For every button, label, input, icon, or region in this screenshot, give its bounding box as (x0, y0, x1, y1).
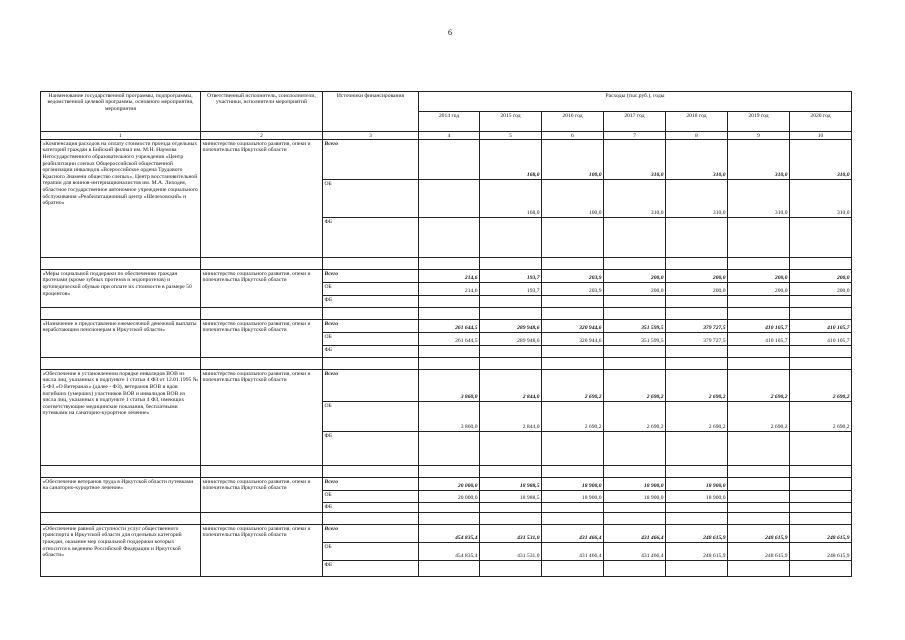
header-year: 2014 год (419, 112, 480, 132)
amount-cell: 2 844,0 (480, 370, 542, 402)
amount-cell (790, 218, 852, 258)
amount-cell (480, 218, 542, 258)
amount-cell (790, 478, 852, 491)
amount-cell (728, 432, 790, 466)
funding-source: ОБ (323, 543, 419, 561)
spacer-cell (790, 258, 852, 270)
program-executor: министерство социального развития, опеки и попечительства Иркутской области (201, 525, 323, 577)
amount-cell: 351 599,5 (604, 333, 666, 346)
column-number: 9 (728, 132, 790, 140)
amount-cell (480, 561, 542, 577)
amount-cell (542, 296, 604, 308)
amount-cell (419, 140, 480, 180)
spacer-cell (728, 466, 790, 478)
spacer-cell (201, 513, 323, 525)
spacer-cell (201, 358, 323, 370)
funding-source: Всего (323, 370, 419, 402)
amount-cell (666, 503, 728, 513)
amount-cell: 2 690,2 (728, 370, 790, 402)
spacer-cell (604, 513, 666, 525)
spacer-cell (419, 513, 480, 525)
amount-cell: 2 690,2 (604, 370, 666, 402)
program-name: «Компенсация расходов на оплату стоимости проезда отдельных категорий граждан в Бийский филиал им. М.Н. Наумова Негосударственного образовательного учреждения «Центр реабилитации слепых Общероссийской общественной организации инвалидов «Всероссийское ордена Трудового Красного Знамени общество слепых», Центр восстановительной терапии для воинов-интернационалистов им. М.А. Лиходея, областное государственное автономное учреждение социального обслуживания «Реабилитационный центр «Шелеховский» и обратно» (41, 140, 201, 258)
column-number: 3 (323, 132, 419, 140)
funding-source: ФБ (323, 346, 419, 358)
spacer-cell (41, 358, 201, 370)
amount-cell (728, 346, 790, 358)
table-body (41, 140, 852, 577)
amount-cell (728, 478, 790, 491)
header-year: 2016 год (542, 112, 604, 132)
amount-cell (480, 346, 542, 358)
amount-cell: 248 615,9 (728, 543, 790, 561)
program-executor: министерство социального развития, опеки и попечительства Иркутской области (201, 140, 323, 258)
program-executor: министерство социального развития, опеки и попечительства Иркутской области (201, 320, 323, 358)
program-executor: министерство социального развития, опеки и попечительства Иркутской области (201, 270, 323, 308)
amount-cell: 248 615,9 (728, 525, 790, 543)
amount-cell: 168,0 (480, 140, 542, 180)
amount-cell (480, 432, 542, 466)
amount-cell: 2 690,2 (666, 402, 728, 432)
amount-cell: 261 644,5 (419, 333, 480, 346)
amount-cell: 320 944,6 (542, 320, 604, 333)
amount-cell: 18 900,0 (604, 491, 666, 503)
spacer-cell (604, 308, 666, 320)
program-name: «Обеспечение равной доступности услуг общественного транспорта в Иркутской области для отдельных категорий граждан, оказание мер социальной поддержки которых относится к ведению Российской Федерации и Иркутской области» (41, 525, 201, 577)
amount-cell: 200,0 (604, 283, 666, 296)
amount-cell: 2 690,2 (542, 370, 604, 402)
page-number: 6 (448, 28, 452, 37)
amount-cell: 18 988,5 (480, 478, 542, 491)
amount-cell: 310,0 (604, 140, 666, 180)
amount-cell: 310,0 (666, 180, 728, 218)
amount-cell: 3 860,0 (419, 402, 480, 432)
amount-cell (419, 218, 480, 258)
amount-cell (604, 346, 666, 358)
amount-cell: 2 690,2 (666, 370, 728, 402)
spacer-cell (604, 358, 666, 370)
amount-cell: 248 615,9 (666, 525, 728, 543)
spacer-cell (790, 358, 852, 370)
program-name: «Обеспечение в установленном порядке инвалидов ВОВ из числа лиц, указанных в подпункте 1 статьи 4 ФЗ от 12.01.1995 № 5-ФЗ «О Ветеранах» (далее - ФЗ), ветеранов ВОВ и вдов погибших (умерших) участников ВОВ и инвалидов ВОВ из числа лиц, указанных в подпункте 1 статьи 4 ФЗ, имеющих соответствующие медицинские показания, бесплатными путевками на санаторно-курортное лечение» (41, 370, 201, 466)
amount-cell: 2 690,2 (542, 402, 604, 432)
amount-cell: 410 105,7 (790, 333, 852, 346)
spacer-cell (323, 358, 419, 370)
amount-cell (728, 561, 790, 577)
spacer-cell (666, 466, 728, 478)
amount-cell (480, 503, 542, 513)
funding-source: Всего (323, 525, 419, 543)
amount-cell: 2 690,2 (790, 402, 852, 432)
funding-source: ФБ (323, 561, 419, 577)
amount-cell (666, 296, 728, 308)
amount-cell: 200,0 (666, 270, 728, 283)
row-spacer (41, 466, 852, 478)
spacer-cell (323, 466, 419, 478)
amount-cell: 431 531,0 (480, 525, 542, 543)
column-number: 2 (201, 132, 323, 140)
amount-cell: 289 948,6 (480, 320, 542, 333)
column-number: 1 (41, 132, 201, 140)
column-number: 5 (480, 132, 542, 140)
amount-cell: 310,0 (604, 180, 666, 218)
program-executor: министерство социального развития, опеки и попечительства Иркутской области (201, 370, 323, 466)
program-executor: министерство социального развития, опеки и попечительства Иркутской области (201, 478, 323, 513)
amount-cell: 200,0 (666, 283, 728, 296)
spacer-cell (201, 466, 323, 478)
spacer-cell (480, 513, 542, 525)
amount-cell: 379 727,5 (666, 320, 728, 333)
spacer-cell (666, 513, 728, 525)
amount-cell (419, 561, 480, 577)
funding-source: ОБ (323, 180, 419, 218)
header-name: Наименование государственной программы, подпрограммы, ведомственной целевой программы, основного мероприятия, мероприятия (41, 92, 201, 132)
spacer-cell (323, 308, 419, 320)
table-row (41, 270, 852, 283)
spacer-cell (666, 258, 728, 270)
amount-cell: 310,0 (790, 140, 852, 180)
spacer-cell (604, 466, 666, 478)
spacer-cell (790, 513, 852, 525)
amount-cell: 18 900,0 (666, 491, 728, 503)
funding-source: ФБ (323, 432, 419, 466)
spacer-cell (480, 358, 542, 370)
amount-cell: 200,0 (604, 270, 666, 283)
amount-cell: 261 644,5 (419, 320, 480, 333)
amount-cell (728, 503, 790, 513)
spacer-cell (419, 358, 480, 370)
amount-cell: 200,0 (790, 270, 852, 283)
amount-cell: 214,6 (419, 270, 480, 283)
funding-source: ФБ (323, 218, 419, 258)
amount-cell: 18 900,0 (542, 491, 604, 503)
funding-source: ОБ (323, 491, 419, 503)
amount-cell: 454 835,4 (419, 543, 480, 561)
spacer-cell (41, 466, 201, 478)
amount-cell: 18 988,5 (480, 491, 542, 503)
amount-cell: 200,0 (790, 283, 852, 296)
amount-cell (419, 346, 480, 358)
amount-cell (666, 218, 728, 258)
header-expenses: Расходы (тыс.руб.), годы (419, 92, 852, 112)
spacer-cell (41, 258, 201, 270)
amount-cell (790, 296, 852, 308)
amount-cell: 193,7 (480, 283, 542, 296)
header-year: 2015 год (480, 112, 542, 132)
amount-cell: 410 105,7 (728, 320, 790, 333)
header-year: 2020 год (790, 112, 852, 132)
spacer-cell (323, 258, 419, 270)
spacer-cell (790, 308, 852, 320)
spacer-cell (419, 466, 480, 478)
funding-source: Всего (323, 270, 419, 283)
spacer-cell (604, 258, 666, 270)
amount-cell: 214,6 (419, 283, 480, 296)
spacer-cell (41, 513, 201, 525)
amount-cell (542, 346, 604, 358)
header-year: 2017 год (604, 112, 666, 132)
column-number: 6 (542, 132, 604, 140)
program-name: «Назначение и предоставление ежемесячной денежной выплаты неработающим пенсионерам в Иркутской области» (41, 320, 201, 358)
amount-cell: 168,0 (480, 180, 542, 218)
budget-table (40, 91, 852, 577)
amount-cell (790, 561, 852, 577)
amount-cell: 2 690,2 (604, 402, 666, 432)
spacer-cell (542, 358, 604, 370)
spacer-cell (790, 466, 852, 478)
amount-cell (790, 432, 852, 466)
amount-cell: 200,0 (728, 283, 790, 296)
spacer-cell (728, 513, 790, 525)
amount-cell (542, 561, 604, 577)
header-year: 2018 год (666, 112, 728, 132)
amount-cell (728, 218, 790, 258)
amount-cell: 431 531,0 (480, 543, 542, 561)
amount-cell: 289 948,6 (480, 333, 542, 346)
amount-cell: 431 466,4 (604, 543, 666, 561)
amount-cell: 431 466,4 (542, 525, 604, 543)
row-spacer (41, 258, 852, 270)
table-row (41, 140, 852, 180)
spacer-cell (201, 258, 323, 270)
amount-cell: 2 690,2 (728, 402, 790, 432)
program-name: «Меры социальной поддержки по обеспечению граждан протезами (кроме зубных протезов и эндопротезов) и ортопедической обувью при оплате их стоимости в размере 50 процентов» (41, 270, 201, 308)
amount-cell: 248 615,9 (666, 543, 728, 561)
spacer-cell (419, 308, 480, 320)
amount-cell: 410 105,7 (790, 320, 852, 333)
column-number: 7 (604, 132, 666, 140)
spacer-cell (542, 513, 604, 525)
amount-cell: 20 000,0 (419, 478, 480, 491)
spacer-cell (542, 308, 604, 320)
spacer-cell (728, 308, 790, 320)
amount-cell (419, 180, 480, 218)
row-spacer (41, 513, 852, 525)
amount-cell (790, 346, 852, 358)
spacer-cell (323, 513, 419, 525)
amount-cell (419, 432, 480, 466)
amount-cell: 379 727,5 (666, 333, 728, 346)
amount-cell: 310,0 (728, 140, 790, 180)
amount-cell (666, 346, 728, 358)
amount-cell (542, 432, 604, 466)
funding-source: Всего (323, 140, 419, 180)
spacer-cell (480, 466, 542, 478)
funding-source: ОБ (323, 333, 419, 346)
spacer-cell (419, 258, 480, 270)
amount-cell: 100,0 (542, 180, 604, 218)
amount-cell: 410 105,7 (728, 333, 790, 346)
amount-cell: 3 860,0 (419, 370, 480, 402)
funding-source: ФБ (323, 503, 419, 513)
amount-cell: 351 599,5 (604, 320, 666, 333)
amount-cell: 193,7 (480, 270, 542, 283)
amount-cell (604, 296, 666, 308)
spacer-cell (480, 308, 542, 320)
amount-cell: 248 615,9 (790, 543, 852, 561)
amount-cell: 203,9 (542, 270, 604, 283)
column-number: 4 (419, 132, 480, 140)
spacer-cell (480, 258, 542, 270)
amount-cell: 20 000,0 (419, 491, 480, 503)
amount-cell (480, 296, 542, 308)
amount-cell: 18 900,0 (542, 478, 604, 491)
amount-cell (604, 218, 666, 258)
amount-cell: 320 944,6 (542, 333, 604, 346)
table-row (41, 525, 852, 543)
amount-cell (790, 503, 852, 513)
amount-cell: 310,0 (728, 180, 790, 218)
header-sources: Источники финансирования (323, 92, 419, 132)
amount-cell: 431 466,4 (542, 543, 604, 561)
table-row (41, 478, 852, 491)
header-year: 2019 год (728, 112, 790, 132)
spacer-cell (666, 308, 728, 320)
amount-cell: 18 900,0 (604, 478, 666, 491)
funding-source: Всего (323, 478, 419, 491)
column-number: 10 (790, 132, 852, 140)
amount-cell: 200,0 (728, 270, 790, 283)
amount-cell (419, 296, 480, 308)
amount-cell: 431 466,4 (604, 525, 666, 543)
amount-cell (542, 503, 604, 513)
table-row (41, 370, 852, 402)
amount-cell: 2 690,2 (790, 370, 852, 402)
spacer-cell (728, 358, 790, 370)
row-spacer (41, 308, 852, 320)
funding-source: Всего (323, 320, 419, 333)
header-executor: Ответственный исполнитель, соисполнители, участники, исполнители мероприятий (201, 92, 323, 132)
amount-cell: 203,9 (542, 283, 604, 296)
amount-cell: 248 615,9 (790, 525, 852, 543)
amount-cell (728, 491, 790, 503)
amount-cell (604, 503, 666, 513)
program-name: «Обеспечение ветеранов труда в Иркутской области путевками на санаторно-курортное лечение» (41, 478, 201, 513)
amount-cell (790, 491, 852, 503)
funding-source: ОБ (323, 402, 419, 432)
amount-cell: 454 835,4 (419, 525, 480, 543)
amount-cell (419, 503, 480, 513)
amount-cell: 100,0 (542, 140, 604, 180)
funding-source: ФБ (323, 296, 419, 308)
column-number: 8 (666, 132, 728, 140)
spacer-cell (201, 308, 323, 320)
amount-cell: 310,0 (666, 140, 728, 180)
funding-source: ОБ (323, 283, 419, 296)
row-spacer (41, 358, 852, 370)
amount-cell (666, 432, 728, 466)
amount-cell (542, 218, 604, 258)
amount-cell (728, 296, 790, 308)
spacer-cell (666, 358, 728, 370)
spacer-cell (542, 466, 604, 478)
spacer-cell (41, 308, 201, 320)
amount-cell: 18 900,0 (666, 478, 728, 491)
table-row (41, 320, 852, 333)
spacer-cell (542, 258, 604, 270)
amount-cell: 2 844,0 (480, 402, 542, 432)
amount-cell (604, 561, 666, 577)
amount-cell: 310,0 (790, 180, 852, 218)
spacer-cell (728, 258, 790, 270)
amount-cell (666, 561, 728, 577)
amount-cell (604, 432, 666, 466)
